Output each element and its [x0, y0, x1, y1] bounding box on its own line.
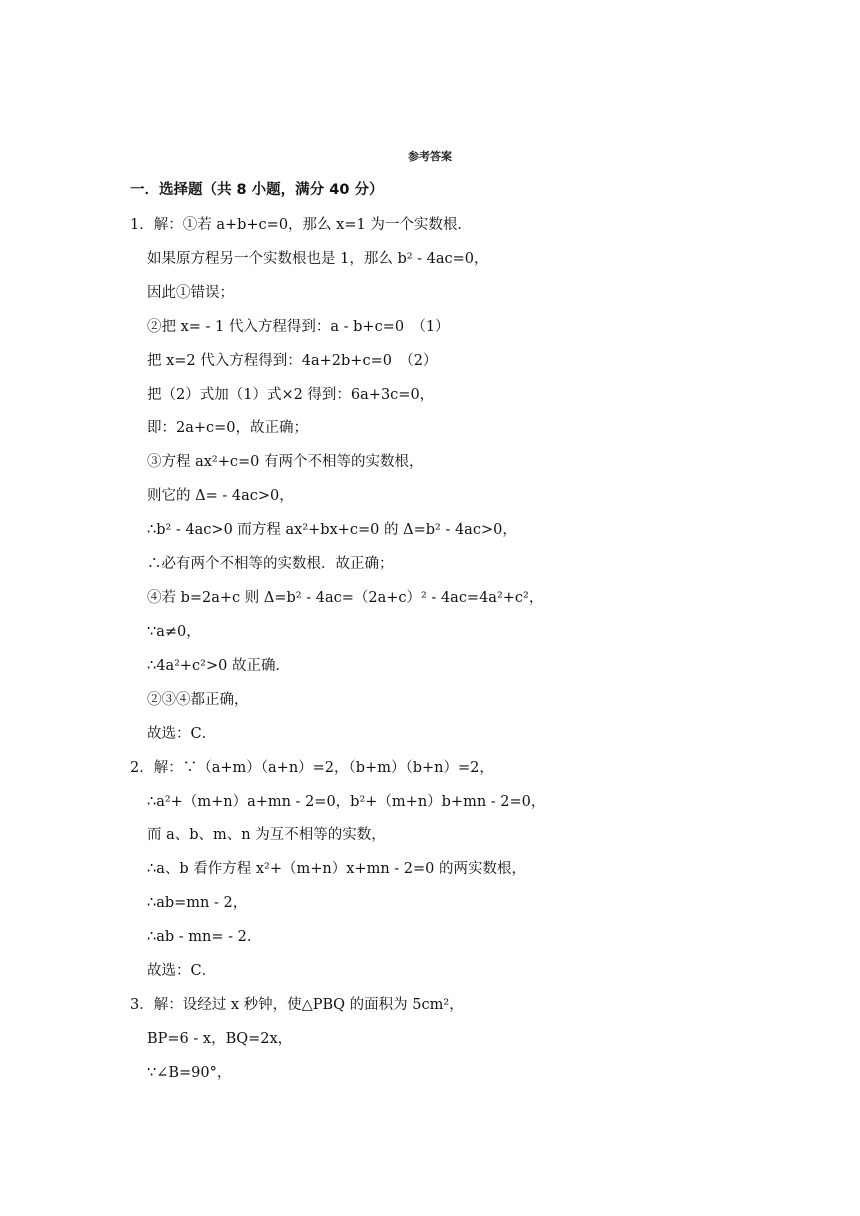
answer-line: 即：2a+c=0，故正确；: [147, 420, 309, 436]
answer-line: 把（2）式加（1）式×2 得到：6a+3c=0，: [147, 387, 435, 403]
answer-line: 故选：C．: [147, 963, 217, 979]
answer-line: 故选：C．: [147, 726, 217, 742]
answer-line: ②把 x= - 1 代入方程得到：a - b+c=0 （1）: [147, 319, 450, 335]
page-title: 参考答案: [408, 150, 452, 163]
answer-line: ∴必有两个不相等的实数根．故正确；: [147, 556, 394, 572]
answer-line: ∴a、b 看作方程 x²+（m+n）x+mn - 2=0 的两实数根，: [147, 861, 526, 877]
answer-line: ∴a²+（m+n）a+mn - 2=0，b²+（m+n）b+mn - 2=0，: [147, 794, 546, 810]
answer-line: 2．解：∵（a+m）（a+n）=2，（b+m）（b+n）=2，: [130, 760, 494, 776]
section-heading: 一．选择题（共 8 小题，满分 40 分）: [130, 182, 384, 198]
answer-line: ③方程 ax²+c=0 有两个不相等的实数根，: [147, 454, 424, 470]
answer-line: ∵∠B=90°，: [147, 1065, 232, 1081]
answer-line: ∵a≠0，: [147, 624, 201, 640]
answer-line: 则它的 Δ= - 4ac>0，: [147, 488, 294, 504]
answer-line: ②③④都正确，: [147, 692, 249, 708]
answer-line: BP=6 - x，BQ=2x，: [147, 1031, 293, 1047]
answer-line: 把 x=2 代入方程得到：4a+2b+c=0 （2）: [147, 353, 438, 369]
answer-line: 而 a、b、m、n 为互不相等的实数，: [147, 827, 386, 843]
answer-line: ∴4a²+c²>0 故正确．: [147, 658, 290, 674]
answer-line: 3．解：设经过 x 秒钟，使△PBQ 的面积为 5cm²，: [130, 997, 464, 1013]
answer-line: ∴ab - mn= - 2．: [147, 929, 262, 945]
answer-line: ∴b² - 4ac>0 而方程 ax²+bx+c=0 的 Δ=b² - 4ac>0，: [147, 522, 517, 538]
answer-line: 1．解：①若 a+b+c=0，那么 x=1 为一个实数根．: [130, 217, 472, 233]
answer-line: ∴ab=mn - 2，: [147, 895, 248, 911]
answer-line: ④若 b=2a+c 则 Δ=b² - 4ac=（2a+c）² - 4ac=4a²+c²，: [147, 590, 544, 606]
answer-line: 如果原方程另一个实数根也是 1，那么 b² - 4ac=0，: [147, 251, 489, 267]
answer-line: 因此①错误；: [147, 285, 234, 301]
